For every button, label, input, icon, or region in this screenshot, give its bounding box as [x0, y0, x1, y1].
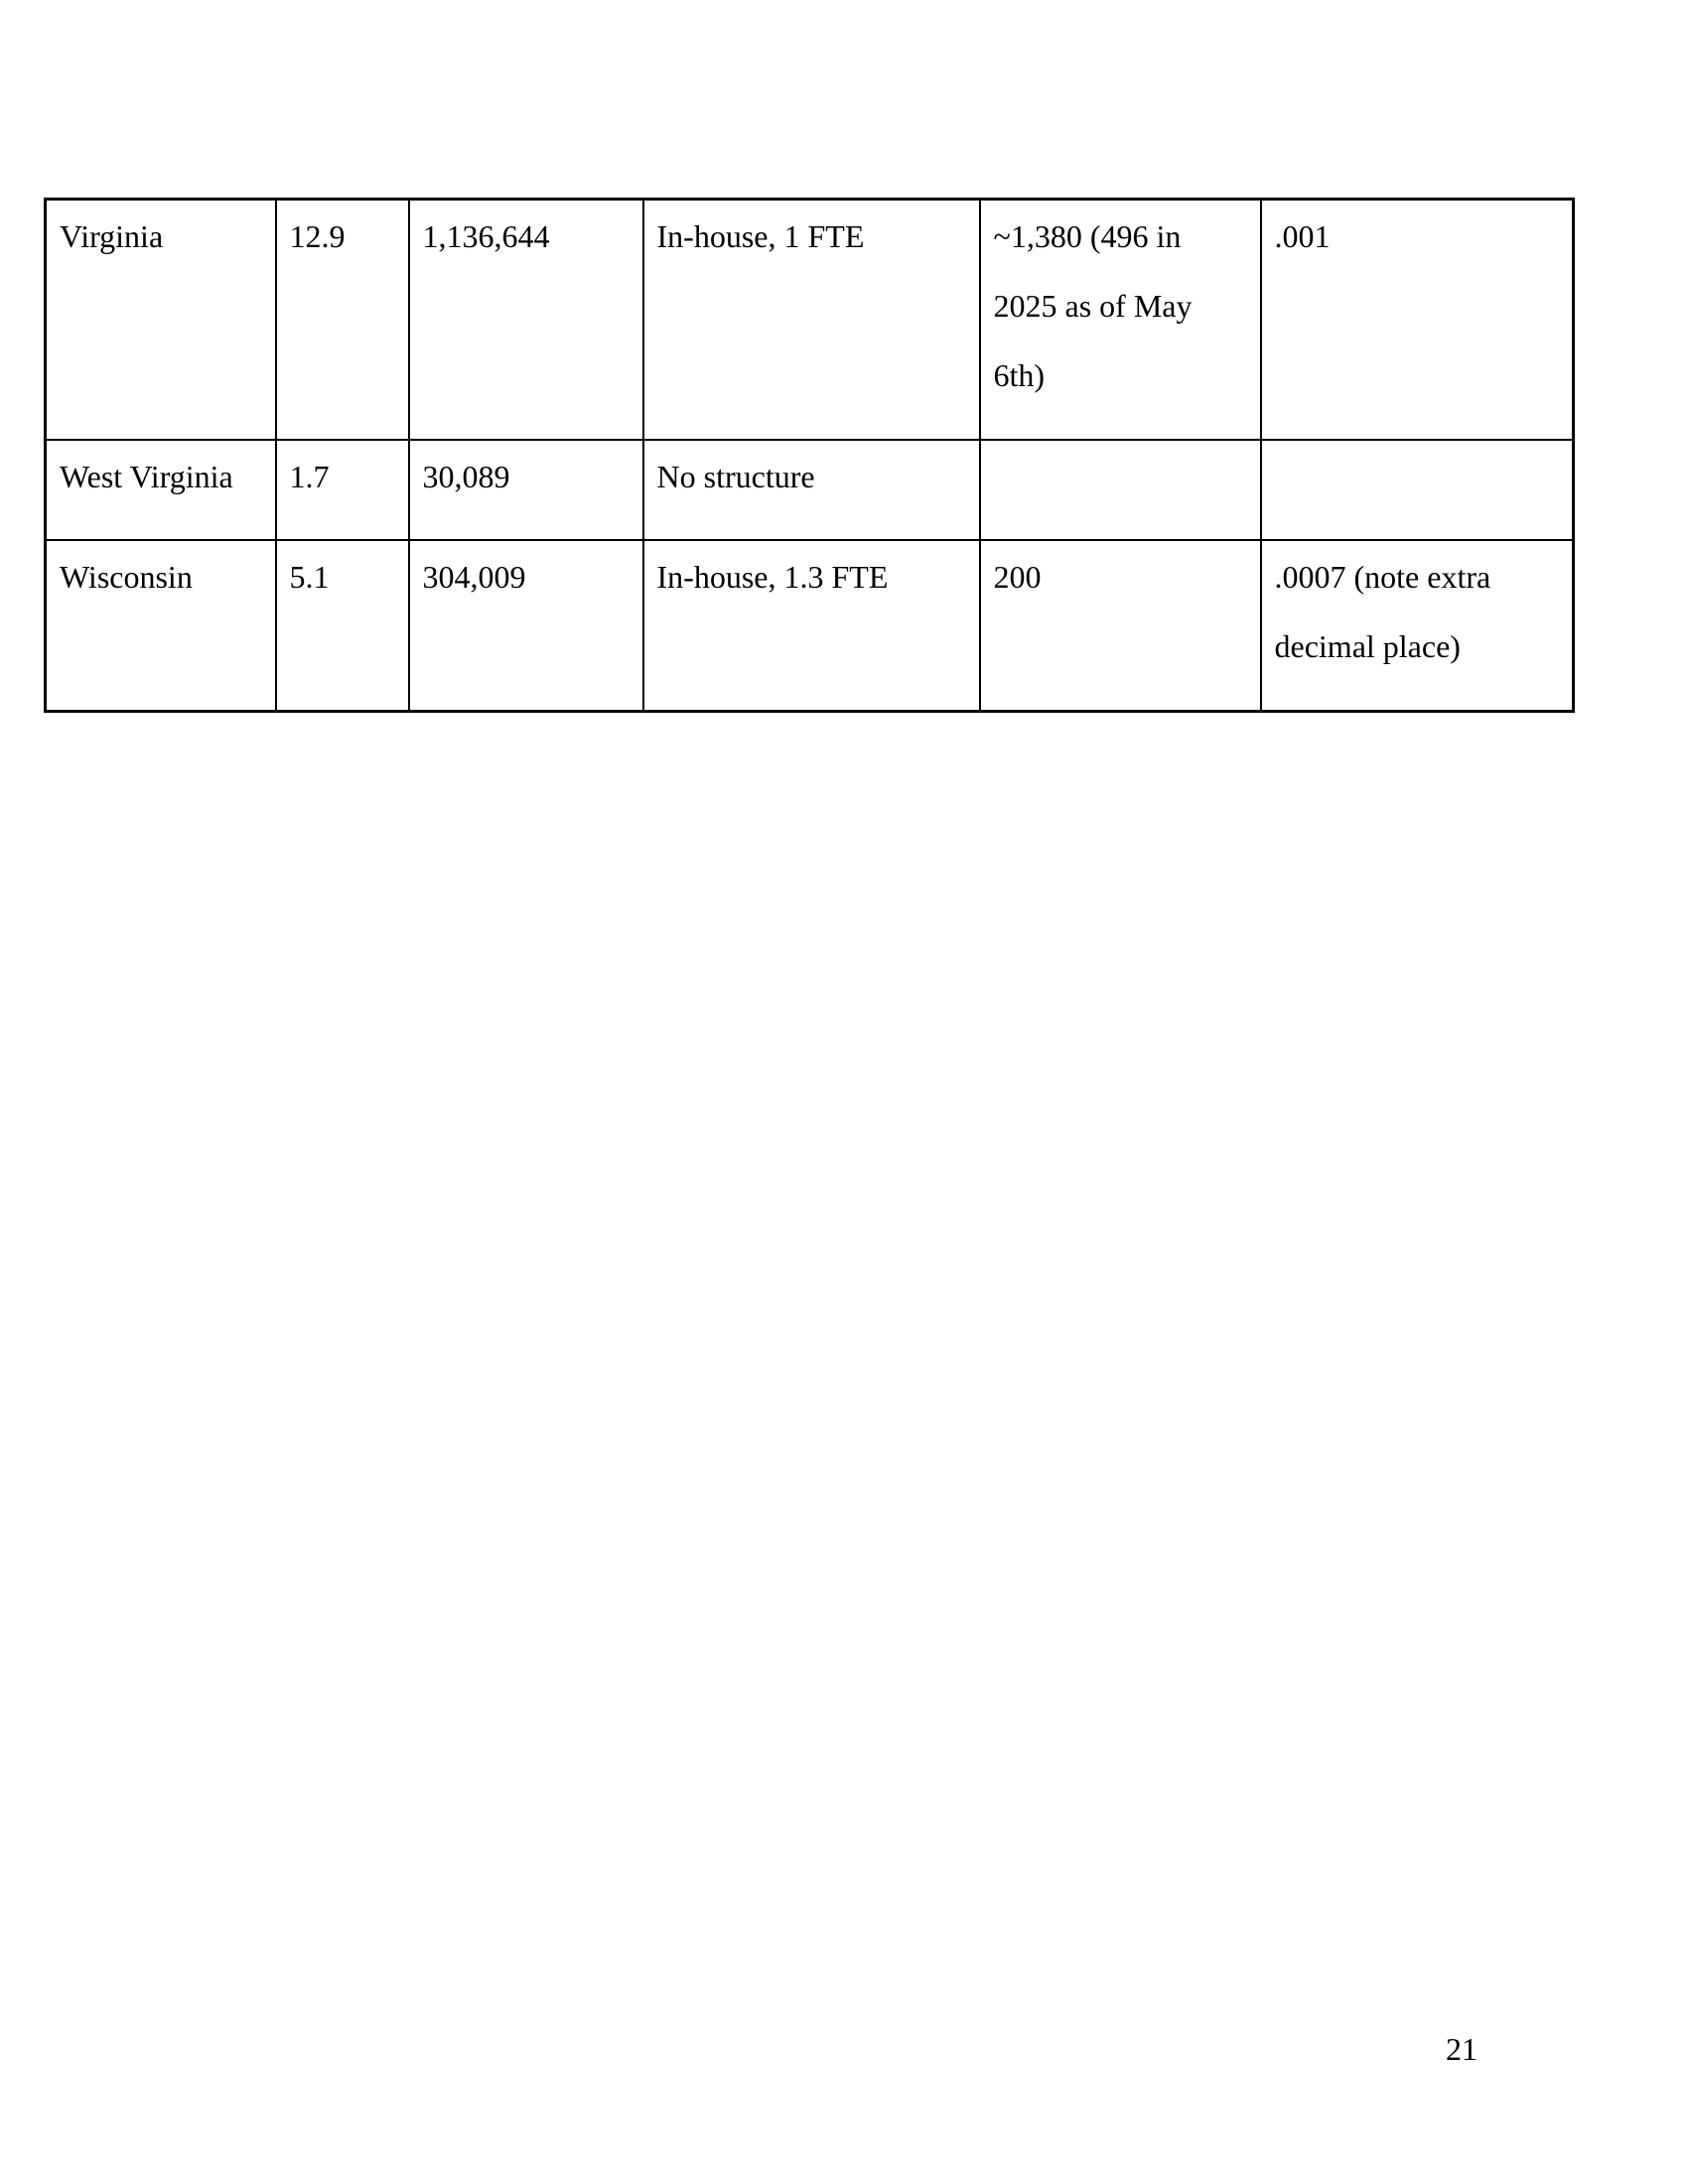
cell-requests: ~1,380 (496 in 2025 as of May 6th) — [980, 200, 1261, 440]
cell-requests: 200 — [980, 540, 1261, 712]
data-table — [44, 198, 1575, 713]
page-number: 21 — [1446, 2031, 1477, 2067]
cell-structure: No structure — [643, 440, 980, 540]
cell-rate — [1261, 440, 1574, 540]
cell-count: 1,136,644 — [409, 200, 643, 440]
cell-value: 12.9 — [276, 200, 409, 440]
cell-rate: .001 — [1261, 200, 1574, 440]
cell-structure: In-house, 1 FTE — [643, 200, 980, 440]
cell-value: 5.1 — [276, 540, 409, 712]
cell-count: 30,089 — [409, 440, 643, 540]
cell-count: 304,009 — [409, 540, 643, 712]
cell-state: Wisconsin — [46, 540, 276, 712]
table-row — [46, 540, 1574, 712]
cell-value: 1.7 — [276, 440, 409, 540]
cell-state: Virginia — [46, 200, 276, 440]
table-row — [46, 200, 1574, 440]
cell-rate: .0007 (note extra decimal place) — [1261, 540, 1574, 712]
cell-state: West Virginia — [46, 440, 276, 540]
cell-requests — [980, 440, 1261, 540]
table-row — [46, 440, 1574, 540]
cell-structure: In-house, 1.3 FTE — [643, 540, 980, 712]
